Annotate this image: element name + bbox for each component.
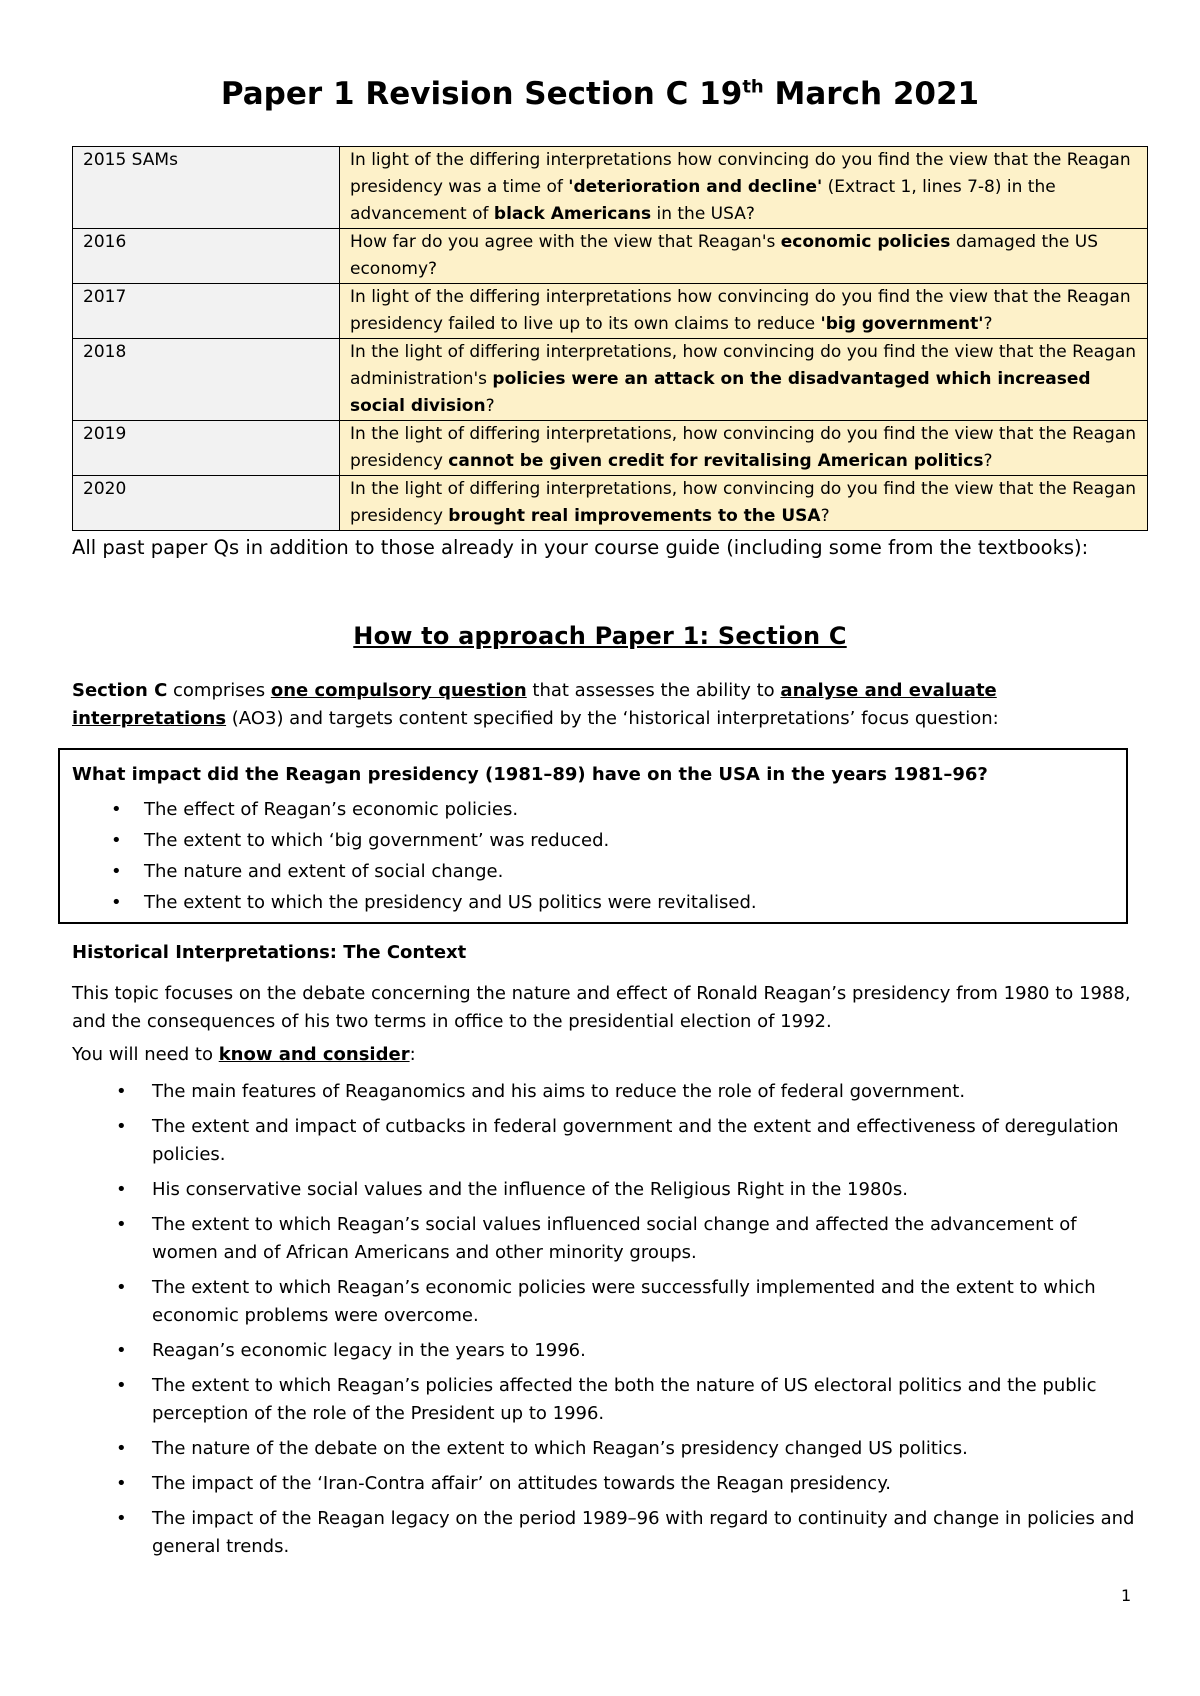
list-item [72, 1505, 1144, 1561]
focus-point-text: The nature and extent of social change. [144, 861, 504, 882]
question-text: damaged the US economy? [350, 232, 1099, 279]
table-row [73, 284, 1148, 339]
year-cell: 2016 [73, 229, 340, 284]
past-papers-note: All past paper Qs in addition to those already in your course guide (including some from the textbooks): [72, 536, 1089, 559]
year-cell: 2015 SAMs [73, 147, 340, 229]
topic-text: The extent to which Reagan’s social values influenced social change and affected the advancement of women and of African Americans and other minority groups. [152, 1214, 1077, 1263]
topics-list [72, 1078, 1144, 1568]
year-cell: 2020 [73, 476, 340, 531]
know-consider-line [72, 1044, 416, 1065]
question-text: In light of the differing interpretations how convincing do you find the view that the Reagan presidency failed to live up to its own claims to reduce [350, 287, 1131, 334]
question-text: How far do you agree with the view that Reagan's [350, 232, 781, 252]
title-superscript: th [742, 76, 764, 98]
list-item [72, 1435, 1144, 1463]
know-consider-emphasis: know and consider [218, 1044, 410, 1065]
list-item [72, 1211, 1144, 1267]
approach-heading: How to approach Paper 1: Section C [353, 622, 847, 650]
know-post: : [409, 1044, 416, 1065]
page-title [0, 76, 1200, 112]
question-cell [340, 229, 1148, 284]
year-cell: 2019 [73, 421, 340, 476]
bullet-icon: • [116, 1438, 127, 1459]
intro-section-label: Section C [72, 680, 168, 701]
question-text: In the light of differing interpretations, how convincing do you find the view that the Reagan administration's [350, 342, 1137, 389]
focus-points-list [60, 794, 757, 918]
bullet-icon: • [116, 1214, 127, 1235]
list-item [72, 1113, 1144, 1169]
focus-question: What impact did the Reagan presidency (1981–89) have on the USA in the years 1981–96? [72, 764, 988, 785]
bullet-icon: • [116, 1116, 127, 1137]
question-text: ? [983, 451, 993, 471]
bullet-icon: • [111, 892, 122, 913]
list-item [72, 1470, 1144, 1498]
past-papers-table [72, 146, 1148, 531]
question-cell [340, 147, 1148, 229]
question-text: in the USA? [651, 204, 755, 224]
context-heading: Historical Interpretations: The Context [72, 942, 467, 963]
focus-point [60, 856, 757, 887]
focus-point-text: The extent to which ‘big government’ was reduced. [144, 830, 610, 851]
bullet-icon: • [116, 1179, 127, 1200]
title-text: Paper 1 Revision Section C 19 [220, 76, 743, 112]
question-key-phrase: black Americans [493, 204, 652, 224]
question-key-phrase: brought real improvements to the USA [448, 506, 821, 526]
table-row [73, 229, 1148, 284]
question-key-phrase: 'deterioration and decline' [568, 177, 823, 197]
bullet-icon: • [116, 1081, 127, 1102]
title-tail: March 2021 [763, 76, 980, 112]
question-key-phrase: economic policies [780, 232, 951, 252]
page-number: 1 [1121, 1586, 1132, 1605]
bullet-icon: • [116, 1340, 127, 1361]
context-paragraph: This topic focuses on the debate concerning the nature and effect of Ronald Reagan’s presidency from 1980 to 1988, and the consequences of his two terms in office to the presidential election of 1992. [72, 983, 1131, 1032]
topic-text: The extent and impact of cutbacks in federal government and the extent and effectiveness of deregulation policies. [152, 1116, 1119, 1165]
question-cell [340, 476, 1148, 531]
question-key-phrase: 'big government' [820, 314, 984, 334]
topic-text: The impact of the ‘Iran-Contra affair’ on attitudes towards the Reagan presidency. [152, 1473, 892, 1494]
focus-point [60, 887, 757, 918]
year-cell: 2017 [73, 284, 340, 339]
intro-text-1: comprises [167, 680, 271, 701]
bullet-icon: • [116, 1375, 127, 1396]
list-item [72, 1274, 1144, 1330]
know-pre: You will need to [72, 1044, 219, 1065]
question-text: ? [820, 506, 830, 526]
table-row [73, 147, 1148, 229]
intro-analyse: analyse and evaluate interpretations [72, 680, 997, 729]
intro-paragraph [72, 677, 1132, 733]
table-row [73, 476, 1148, 531]
table-row [73, 421, 1148, 476]
topic-text: The main features of Reaganomics and his aims to reduce the role of federal government. [152, 1081, 966, 1102]
question-text: ? [983, 314, 993, 334]
bullet-icon: • [116, 1473, 127, 1494]
focus-point-text: The extent to which the presidency and US politics were revitalised. [144, 892, 757, 913]
question-cell [340, 421, 1148, 476]
focus-point-text: The effect of Reagan’s economic policies. [144, 799, 519, 820]
list-item [72, 1176, 1144, 1204]
topic-text: The impact of the Reagan legacy on the period 1989–96 with regard to continuity and change in policies and general trends. [152, 1508, 1135, 1557]
question-cell [340, 339, 1148, 421]
question-text: In light of the differing interpretations how convincing do you find the view that the Reagan presidency was a time of [350, 150, 1131, 197]
focus-question-box [58, 748, 1128, 924]
question-key-phrase: cannot be given credit for revitalising American politics [448, 451, 984, 471]
list-item [72, 1372, 1144, 1428]
topic-text: His conservative social values and the influence of the Religious Right in the 1980s. [152, 1179, 908, 1200]
question-key-phrase: policies were an attack on the disadvantaged which increased social division [350, 369, 1091, 416]
bullet-icon: • [111, 861, 122, 882]
intro-text-2: that assesses the ability to [526, 680, 781, 701]
topic-text: The nature of the debate on the extent to which Reagan’s presidency changed US politics. [152, 1438, 968, 1459]
bullet-icon: • [111, 799, 122, 820]
bullet-icon: • [116, 1508, 127, 1529]
bullet-icon: • [116, 1277, 127, 1298]
question-text: (Extract 1, lines 7-8) in the advancement of [350, 177, 1056, 224]
intro-compulsory: one compulsory question [270, 680, 527, 701]
topic-text: The extent to which Reagan’s economic policies were successfully implemented and the extent to which economic problems were overcome. [152, 1277, 1096, 1326]
table-row [73, 339, 1148, 421]
intro-text-3: (AO3) and targets content specified by the ‘historical interpretations’ focus question: [226, 708, 999, 729]
question-text: In the light of differing interpretations, how convincing do you find the view that the Reagan presidency [350, 479, 1137, 526]
focus-point [60, 794, 757, 825]
list-item [72, 1337, 1144, 1365]
question-cell [340, 284, 1148, 339]
topic-text: Reagan’s economic legacy in the years to 1996. [152, 1340, 586, 1361]
question-text: ? [485, 396, 495, 416]
question-text: In the light of differing interpretations, how convincing do you find the view that the Reagan presidency [350, 424, 1137, 471]
year-cell: 2018 [73, 339, 340, 421]
focus-point [60, 825, 757, 856]
list-item [72, 1078, 1144, 1106]
topic-text: The extent to which Reagan’s policies affected the both the nature of US electoral politics and the public perception of the role of the President up to 1996. [152, 1375, 1097, 1424]
bullet-icon: • [111, 830, 122, 851]
